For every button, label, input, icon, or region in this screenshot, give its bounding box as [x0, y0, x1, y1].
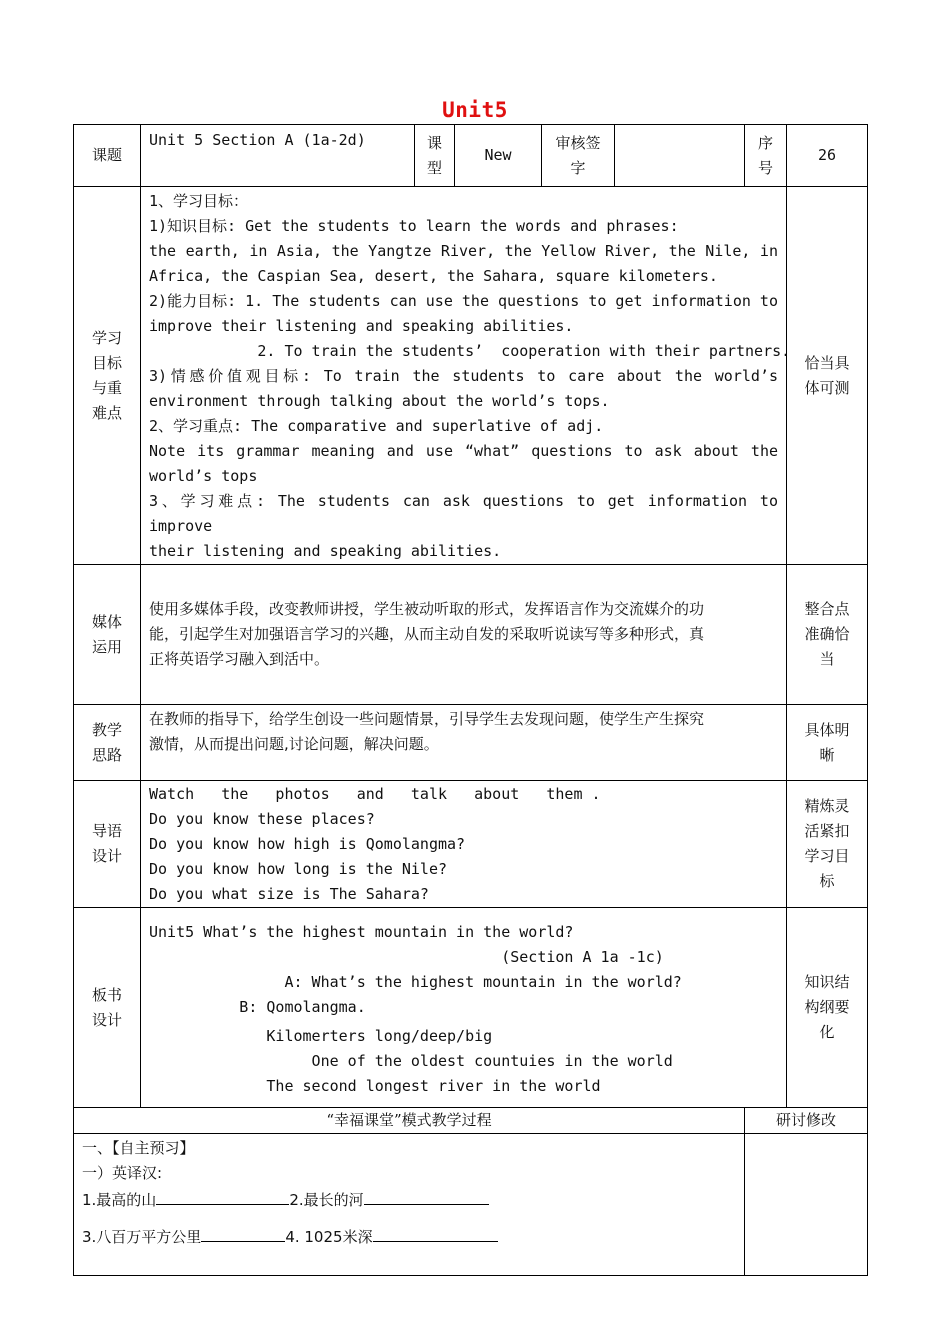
thinking-comment: 具体明 晰	[787, 705, 868, 781]
process-header-row	[74, 1108, 868, 1134]
board-row	[74, 908, 868, 1108]
sub-title: 一）英译汉:	[82, 1164, 163, 1182]
process-row	[74, 1134, 868, 1276]
question-row-2: 3.八百万平方公里 4. 1025米深	[82, 1225, 736, 1250]
goals-comment: 恰当具 体可测	[787, 187, 868, 565]
header-row	[74, 125, 868, 187]
board-comment: 知识结 构纲要 化	[787, 908, 868, 1108]
media-comment: 整合点 准确恰 当	[787, 565, 868, 705]
type-label: 课 型	[415, 125, 455, 187]
intro-comment: 精炼灵 活紧扣 学习目 标	[787, 781, 868, 908]
topic-label: 课题	[74, 125, 141, 187]
review-label: 审核签 字	[542, 125, 615, 187]
media-content: 使用多媒体手段，改变教师讲授，学生被动听取的形式，发挥语言作为交流媒介的功 能，引起学生对加强语言学习的兴趣，从而主动自发的采取听说读写等多种形式，真 正将英语学习融入到活中。	[141, 565, 787, 705]
goals-label: 学习 目标 与重 难点	[74, 187, 141, 565]
process-content	[74, 1134, 745, 1276]
thinking-label: 教学 思路	[74, 705, 141, 781]
media-row	[74, 565, 868, 705]
process-header-left: “幸福课堂”模式教学过程	[74, 1108, 745, 1134]
intro-label: 导语 设计	[74, 781, 141, 908]
seq-label: 序 号	[745, 125, 787, 187]
intro-content: Watch the photos and talk about them . Do you know these places? Do you know how high is Qomolangma? Do you know how long is the Nile? Do you what size is The Sahara?	[141, 781, 787, 908]
lesson-plan-table	[73, 124, 868, 1276]
page-title: Unit5	[442, 98, 508, 122]
seq-value: 26	[787, 125, 868, 187]
question-row-1: 1.最高的山 2.最长的河	[82, 1188, 736, 1213]
board-content: Unit5 What’s the highest mountain in the world? (Section A 1a -1c) A: What’s the highest mountain in the world? B: Qomolangma. Kilomerters long/deep/big One of the oldest countuies in the world The second longest river in the world	[141, 908, 787, 1108]
thinking-row	[74, 705, 868, 781]
goals-content: 1、学习目标： 1)知识目标: Get the students to learn the words and phrases: the earth, in Asia, the Yangtze River, the Yellow River, the Nile, in Africa, the Caspian Sea, desert, the Sahara, square kilometers. 2)能力目标: 1. The students can use the questions to get information to improve their listening and speaking abilities. 2. To train the students’ cooperation with their partners. 3)情感价值观目标: To train the students to care about the world’s environment through talking about the world’s tops. 2、学习重点: The comparative and superlative of adj. Note its grammar meaning and use “what” questions to ask about the world’s tops 3、学习难点: The students can ask questions to get information to improve their listening and speaking abilities.	[141, 187, 787, 565]
section-title: 一、【自主预习】	[82, 1139, 195, 1157]
thinking-content: 在教师的指导下，给学生创设一些问题情景，引导学生去发现问题，使学生产生探究 激情，从而提出问题,讨论问题，解决问题。	[141, 705, 787, 781]
media-label: 媒体 运用	[74, 565, 141, 705]
board-label: 板书 设计	[74, 908, 141, 1108]
topic-value: Unit 5 Section A (1a-2d)	[141, 125, 415, 187]
goals-row	[74, 187, 868, 565]
type-value: New	[455, 125, 542, 187]
intro-row	[74, 781, 868, 908]
process-header-right: 研讨修改	[745, 1108, 868, 1134]
review-value	[615, 125, 745, 187]
process-revision-cell	[745, 1134, 868, 1276]
